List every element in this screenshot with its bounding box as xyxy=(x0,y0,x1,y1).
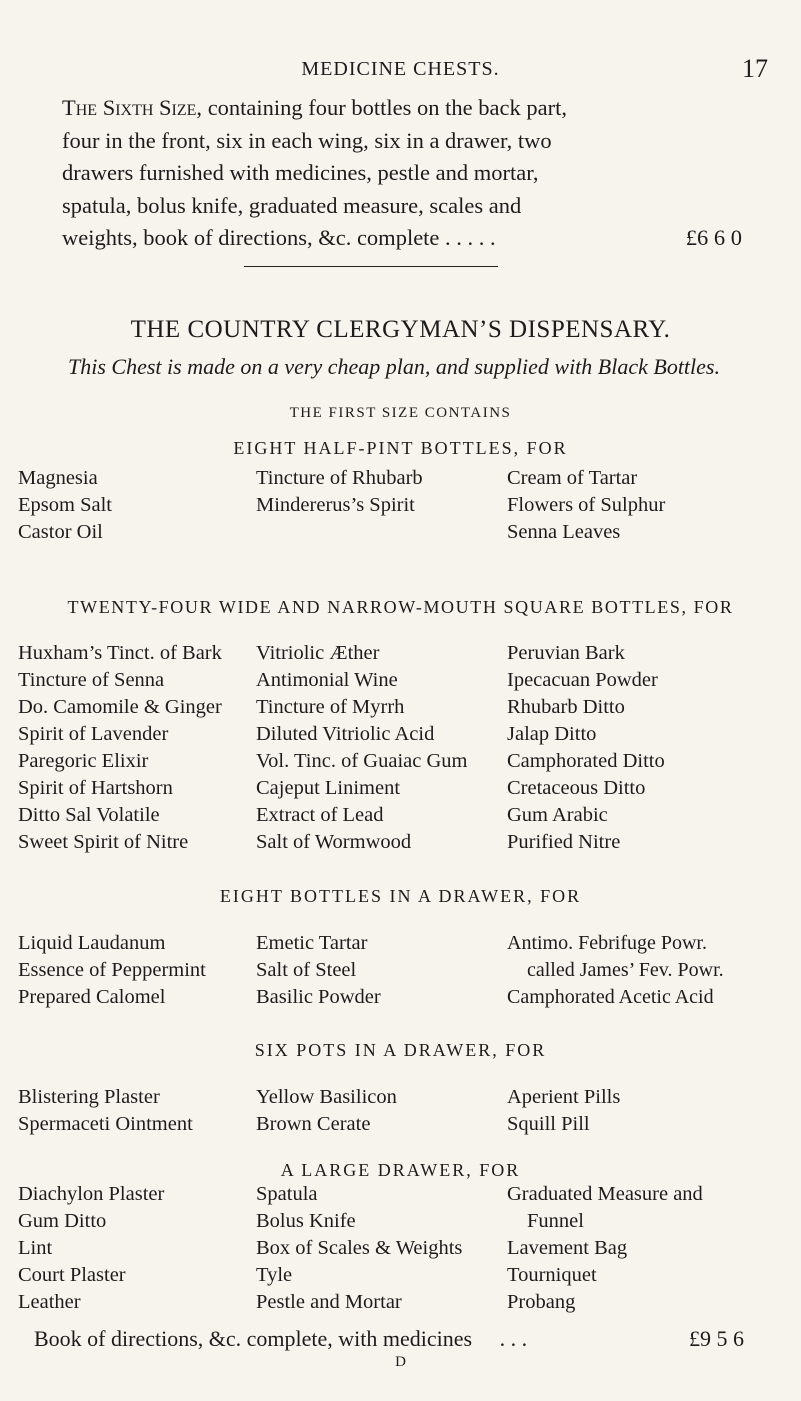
list-item: Cajeput Liniment xyxy=(256,777,401,799)
page-number: 17 xyxy=(742,54,768,83)
list-item: Tincture of Myrrh xyxy=(256,696,405,718)
list-item: Antimo. Febrifuge Powr. xyxy=(507,932,707,954)
list-item: Senna Leaves xyxy=(507,521,621,543)
list-item: Purified Nitre xyxy=(507,831,621,853)
half-pint-col-2 xyxy=(256,465,423,519)
intro-lead: The Sixth Size, xyxy=(62,95,203,120)
list-item: Vitriolic Æther xyxy=(256,642,380,664)
list-item: Extract of Lead xyxy=(256,804,384,826)
list-item: Spirit of Lavender xyxy=(18,723,169,745)
intro-line-4: spatula, bolus knife, graduated measure, scales and xyxy=(62,192,522,218)
large-drawer-col-3 xyxy=(507,1181,703,1316)
half-pint-col-3 xyxy=(507,465,665,546)
large-drawer-col-1 xyxy=(18,1181,164,1316)
list-item: Tourniquet xyxy=(507,1264,597,1286)
list-item: Graduated Measure and xyxy=(507,1183,703,1205)
square-col-3 xyxy=(507,640,665,856)
pots-col-2 xyxy=(256,1084,397,1138)
list-item: Spermaceti Ointment xyxy=(18,1113,193,1135)
half-pint-col-1 xyxy=(18,465,112,546)
list-item: Prepared Calomel xyxy=(18,986,166,1008)
drawer-bottles-heading: EIGHT BOTTLES IN A DRAWER, FOR xyxy=(219,886,582,906)
list-item: Ipecacuan Powder xyxy=(507,669,658,691)
list-item: Cream of Tartar xyxy=(507,467,638,489)
list-item: Squill Pill xyxy=(507,1113,590,1135)
pots-heading: SIX POTS IN A DRAWER, FOR xyxy=(254,1040,547,1060)
section-divider xyxy=(244,266,498,267)
list-item: Court Plaster xyxy=(18,1264,126,1286)
list-item: Sweet Spirit of Nitre xyxy=(18,831,189,853)
sixth-size-price: £6 6 0 xyxy=(685,225,742,250)
list-item: Tincture of Rhubarb xyxy=(256,467,423,489)
list-item: Aperient Pills xyxy=(507,1086,621,1108)
list-item: Salt of Wormwood xyxy=(256,831,412,853)
first-size-price: £9 5 6 xyxy=(689,1326,744,1351)
list-item: Magnesia xyxy=(18,467,98,489)
list-item: Tincture of Senna xyxy=(18,669,165,691)
list-item: Diluted Vitriolic Acid xyxy=(256,723,435,745)
signature-mark: D xyxy=(395,1354,406,1370)
list-item: Epsom Salt xyxy=(18,494,112,516)
list-item: Mindererus’s Spirit xyxy=(256,494,415,516)
drawer-bottles-col-2 xyxy=(256,930,381,1011)
list-item: Lint xyxy=(18,1237,53,1259)
list-item: Brown Cerate xyxy=(256,1113,371,1135)
list-item: called James’ Fev. Powr. xyxy=(527,959,724,981)
list-item: Essence of Peppermint xyxy=(18,959,206,981)
square-col-2 xyxy=(256,640,467,856)
list-item: Gum Ditto xyxy=(18,1210,107,1232)
intro-line-3: drawers furnished with medicines, pestle and mortar, xyxy=(62,160,539,185)
footer-text: Book of directions, &c. complete, with medicines . . . xyxy=(34,1326,528,1351)
list-item: Flowers of Sulphur xyxy=(507,494,666,516)
list-item: Castor Oil xyxy=(18,521,103,543)
footer-line xyxy=(34,1326,744,1352)
list-item: Spirit of Hartshorn xyxy=(18,777,173,799)
drawer-bottles-col-3 xyxy=(507,930,724,1011)
sixth-size-paragraph xyxy=(62,92,742,255)
list-item: Salt of Steel xyxy=(256,959,357,981)
list-item: Liquid Laudanum xyxy=(18,932,166,954)
list-item: Lavement Bag xyxy=(507,1237,628,1259)
list-item: Do. Camomile & Ginger xyxy=(18,696,222,718)
list-item: Leather xyxy=(18,1291,81,1313)
intro-line-1 xyxy=(62,92,742,125)
list-item: Yellow Basilicon xyxy=(256,1086,397,1108)
list-item: Tyle xyxy=(256,1264,293,1286)
running-header: MEDICINE CHESTS. xyxy=(301,58,500,80)
list-item: Cretaceous Ditto xyxy=(507,777,646,799)
square-bottles-heading: TWENTY-FOUR WIDE AND NARROW-MOUTH SQUARE BOTTLES, FOR xyxy=(67,597,734,617)
large-drawer-heading: A LARGE DRAWER, FOR xyxy=(280,1160,521,1180)
list-item: Camphorated Acetic Acid xyxy=(507,986,714,1008)
half-pint-heading: EIGHT HALF-PINT BOTTLES, FOR xyxy=(233,438,568,458)
dispensary-title: THE COUNTRY CLERGYMAN’S DISPENSARY. xyxy=(130,316,671,343)
list-item: Funnel xyxy=(527,1210,584,1232)
list-item: Box of Scales & Weights xyxy=(256,1237,463,1259)
list-item: Vol. Tinc. of Guaiac Gum xyxy=(256,750,468,772)
list-item: Paregoric Elixir xyxy=(18,750,149,772)
list-item: Emetic Tartar xyxy=(256,932,368,954)
list-item: Basilic Powder xyxy=(256,986,381,1008)
large-drawer-col-2 xyxy=(256,1181,462,1316)
drawer-bottles-col-1 xyxy=(18,930,206,1011)
list-item: Blistering Plaster xyxy=(18,1086,160,1108)
pots-col-1 xyxy=(18,1084,193,1138)
list-item: Probang xyxy=(507,1291,576,1313)
pots-col-3 xyxy=(507,1084,620,1138)
list-item: Ditto Sal Volatile xyxy=(18,804,160,826)
list-item: Peruvian Bark xyxy=(507,642,625,664)
list-item: Diachylon Plaster xyxy=(18,1183,165,1205)
intro-line-5 xyxy=(62,222,742,255)
intro-line-text: containing four bottles on the back part, xyxy=(202,95,567,120)
square-col-1 xyxy=(18,640,222,856)
intro-line-2: four in the front, six in each wing, six in a drawer, two xyxy=(62,127,552,153)
list-item: Bolus Knife xyxy=(256,1210,356,1232)
list-item: Jalap Ditto xyxy=(507,723,597,745)
list-item: Camphorated Ditto xyxy=(507,750,665,772)
list-item: Antimonial Wine xyxy=(256,669,398,691)
intro-line-text: weights, book of directions, &c. complete . . . . . xyxy=(62,225,496,250)
list-item: Huxham’s Tinct. of Bark xyxy=(18,642,222,664)
list-item: Rhubarb Ditto xyxy=(507,696,625,718)
dispensary-subtitle: This Chest is made on a very cheap plan, and supplied with Black Bottles. xyxy=(68,354,720,379)
list-item: Pestle and Mortar xyxy=(256,1291,402,1313)
list-item: Spatula xyxy=(256,1183,318,1205)
first-size-heading: THE FIRST SIZE CONTAINS xyxy=(289,405,512,421)
list-item: Gum Arabic xyxy=(507,804,608,826)
